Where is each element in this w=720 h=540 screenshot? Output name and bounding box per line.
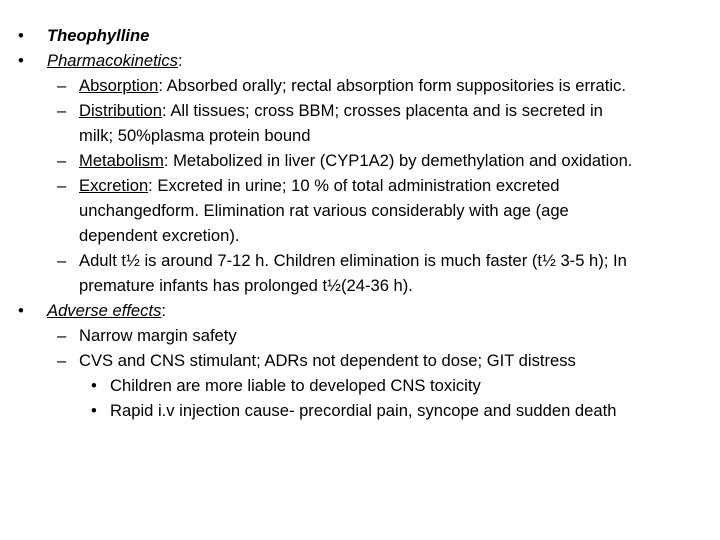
absorption-label: Absorption xyxy=(79,76,159,95)
sub-item-rapid-iv-injection: Rapid i.v injection cause- precordial pain, syncope and sudden death xyxy=(110,401,617,420)
dash-marker: – xyxy=(57,76,67,95)
distribution-label: Distribution xyxy=(79,101,163,120)
heading-pharmacokinetics xyxy=(47,48,183,73)
dash-marker: – xyxy=(57,176,67,195)
excretion-text-continued: dependent excretion). xyxy=(79,226,240,245)
excretion-label: Excretion xyxy=(79,176,149,195)
metabolism-text: : Metabolized in liver (CYP1A2) by demethylation and oxidation. xyxy=(163,151,633,170)
sub-bullet-marker: • xyxy=(91,401,97,420)
absorption-text: : Absorbed orally; rectal absorption form suppositories is erratic. xyxy=(158,76,626,95)
dash-marker: – xyxy=(57,151,67,170)
adverse-effects-colon: : xyxy=(161,301,166,320)
heading-adverse-effects xyxy=(47,298,166,323)
excretion-text: : Excreted in urine; 10 % of total administration excreted xyxy=(148,176,560,195)
excretion-text-continued: unchangedform. Elimination rat various considerably with age (age xyxy=(79,201,569,220)
dash-marker: – xyxy=(57,101,67,120)
dash-marker: – xyxy=(57,251,67,270)
pharmacokinetics-colon: : xyxy=(177,51,183,70)
pharmacokinetics-label: Pharmacokinetics xyxy=(47,51,178,70)
sub-item-children-toxicity: Children are more liable to developed CNS toxicity xyxy=(110,376,481,395)
half-life-item: Adult t½ is around 7-12 h. Children elimination is much faster (t½ 3-5 h); In xyxy=(79,251,627,270)
metabolism-item xyxy=(79,148,632,173)
narrow-margin-item: Narrow margin safety xyxy=(79,326,237,345)
heading-theophylline: Theophylline xyxy=(47,26,150,45)
cvs-cns-item: CVS and CNS stimulant; ADRs not dependent to dose; GIT distress xyxy=(79,351,576,370)
bullet-marker: • xyxy=(18,51,24,70)
sub-bullet-marker: • xyxy=(91,376,97,395)
dash-marker: – xyxy=(57,326,67,345)
dash-marker: – xyxy=(57,351,67,370)
metabolism-label: Metabolism xyxy=(79,151,164,170)
excretion-item xyxy=(79,173,560,198)
distribution-item xyxy=(79,98,603,123)
half-life-text-continued: premature infants has prolonged t½(24-36 h). xyxy=(79,276,413,295)
distribution-text-continued: milk; 50%plasma protein bound xyxy=(79,126,311,145)
absorption-item xyxy=(79,73,626,98)
adverse-effects-label: Adverse effects xyxy=(47,301,162,320)
bullet-marker: • xyxy=(18,26,24,45)
bullet-marker: • xyxy=(18,301,24,320)
distribution-text: : All tissues; cross BBM; crosses placenta and is secreted in xyxy=(162,101,603,120)
